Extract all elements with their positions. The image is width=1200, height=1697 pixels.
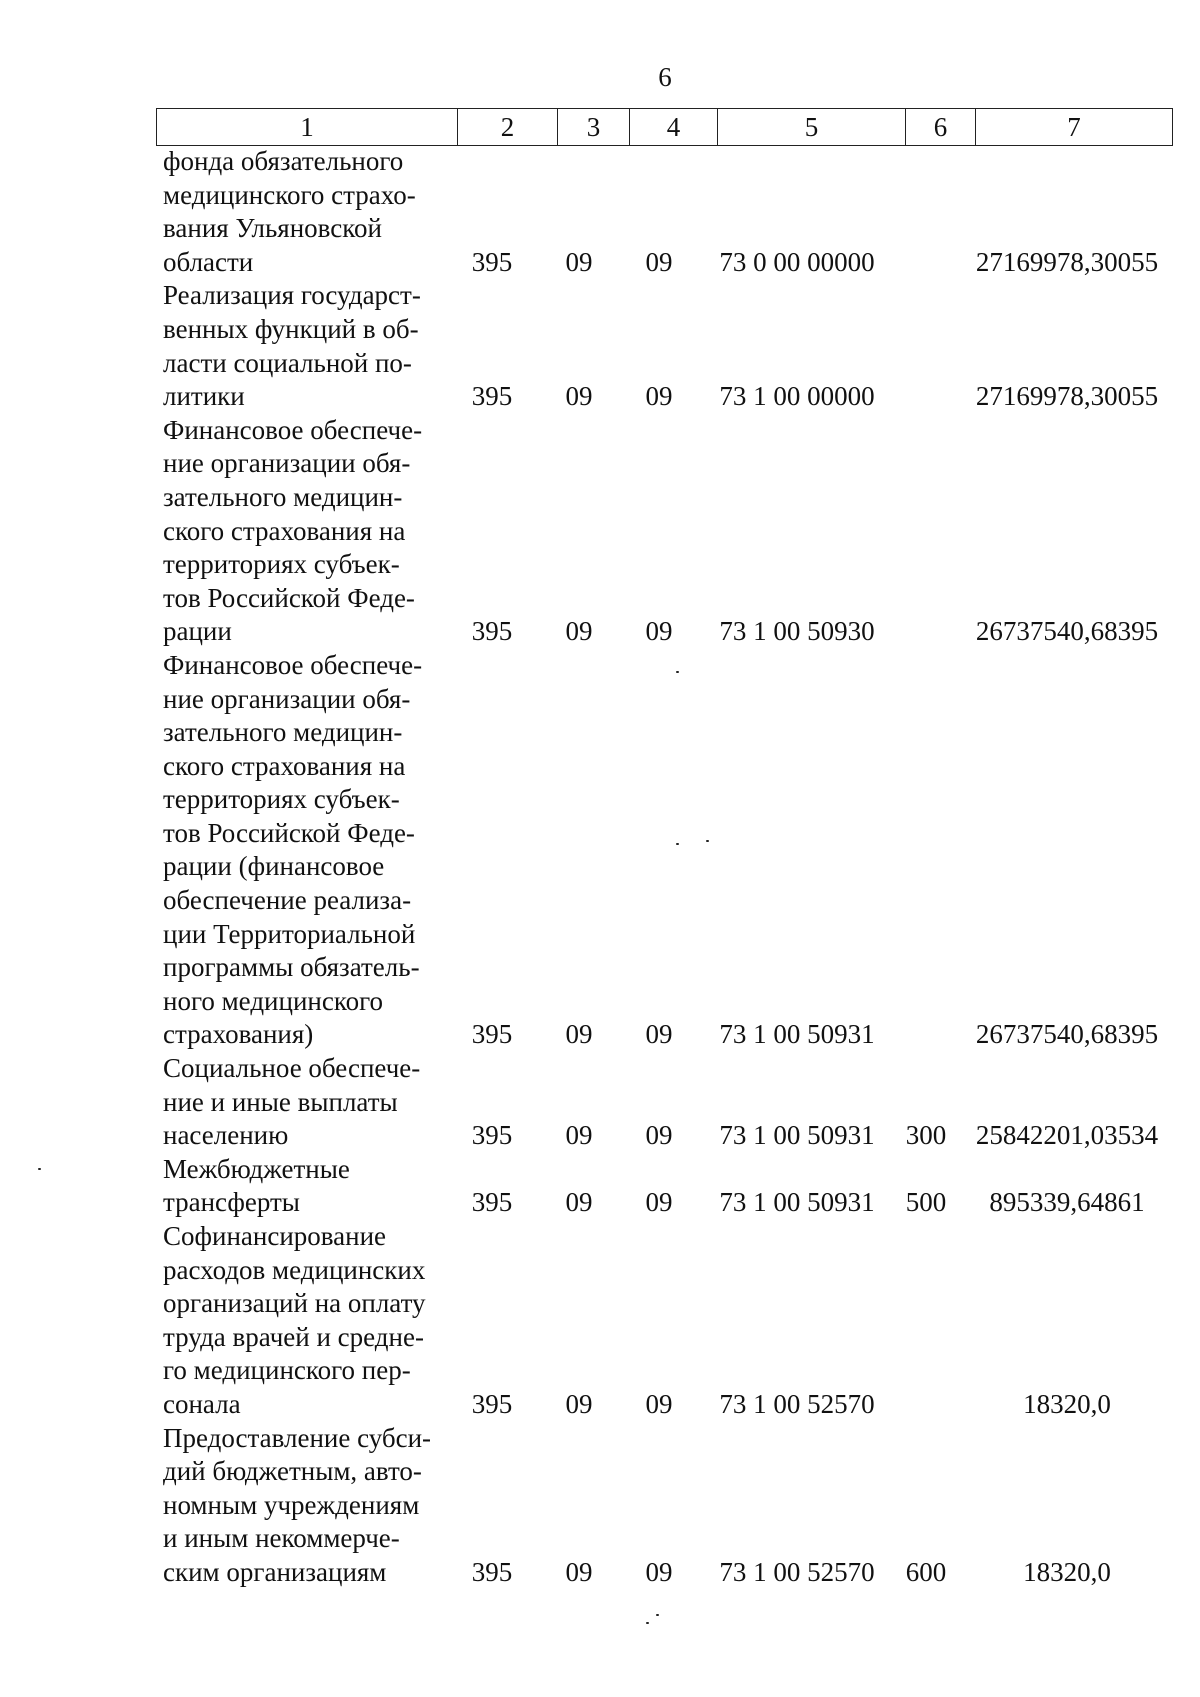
column-header-3: 3 [557,109,629,145]
row-target-code: 73 1 00 52570 [719,1556,875,1587]
row-ministry-code: 395 [471,1187,513,1218]
row-description: фонда обязательного медицинского страхо- вания Ульяновской области [163,146,416,277]
row-subsection-code: 09 [645,1556,673,1587]
column-header-7: 7 [975,109,1172,145]
scan-speck [656,1614,659,1616]
row-description: Реализация государст- венных функций в об- ласти социальной по- литики [163,280,421,412]
table-row [156,1052,1173,1153]
row-section-code: 09 [565,1556,593,1587]
scan-speck [646,1622,649,1624]
row-subsection-code: 09 [645,1187,673,1218]
row-target-code: 73 1 00 50931 [719,1187,875,1218]
row-ministry-code: 395 [471,1120,513,1151]
row-ministry-code: 395 [471,1556,513,1587]
row-ministry-code: 395 [471,381,513,412]
scan-speck [676,843,679,845]
row-section-code: 09 [565,1388,593,1419]
column-header-2: 2 [457,109,557,145]
row-subsection-code: 09 [645,1019,673,1050]
scan-speck [676,671,679,673]
table-row [156,649,1173,1052]
column-header-4: 4 [629,109,717,145]
row-amount: 27169978,30055 [975,381,1159,412]
row-expense-type: 300 [905,1120,947,1151]
table-row [156,1422,1173,1590]
row-description: Межбюджетные трансферты [163,1153,350,1218]
row-target-code: 73 1 00 52570 [719,1388,875,1419]
column-header-6: 6 [905,109,975,145]
table-row [156,414,1173,649]
row-description: Софинансирование расходов медицинских организаций на оплату труда врачей и средне- го медицинского пер- сонала [163,1221,426,1419]
column-header-row [156,108,1173,146]
budget-table-body [156,145,1173,1590]
row-section-code: 09 [565,246,593,277]
row-section-code: 09 [565,1187,593,1218]
row-amount: 18320,0 [1023,1388,1111,1419]
row-amount: 26737540,68395 [975,1019,1159,1050]
row-expense-type: 500 [905,1187,947,1218]
row-amount: 25842201,03534 [975,1120,1159,1151]
row-subsection-code: 09 [645,246,673,277]
page-number: 6 [658,62,672,92]
row-section-code: 09 [565,1120,593,1151]
row-amount: 27169978,30055 [975,246,1159,277]
row-target-code: 73 1 00 00000 [719,381,875,412]
row-target-code: 73 1 00 50931 [719,1120,875,1151]
row-target-code: 73 0 00 00000 [719,246,875,277]
row-subsection-code: 09 [645,381,673,412]
row-target-code: 73 1 00 50930 [719,616,875,647]
row-section-code: 09 [565,1019,593,1050]
column-header-5: 5 [717,109,905,145]
row-ministry-code: 395 [471,246,513,277]
row-description: Социальное обеспече- ние и иные выплаты населению [163,1053,421,1151]
row-amount: 18320,0 [1023,1556,1111,1587]
row-description: Финансовое обеспече- ние организации обя- зательного медицин- ского страхования на территориях субъек- тов Российской Феде- рации [163,414,423,647]
row-subsection-code: 09 [645,1388,673,1419]
row-subsection-code: 09 [645,1120,673,1151]
row-expense-type: 600 [905,1556,947,1587]
row-description: Предоставление субси- дий бюджетным, авто- номным учреждениям и иным некоммерче- ским организациям [163,1422,432,1587]
row-subsection-code: 09 [645,616,673,647]
row-ministry-code: 395 [471,1388,513,1419]
column-header-1: 1 [300,111,314,142]
scan-speck [38,1168,41,1170]
row-section-code: 09 [565,381,593,412]
table-row [156,279,1173,413]
row-description: Финансовое обеспече- ние организации обя- зательного медицин- ского страхования на территориях субъек- тов Российской Феде- рации (финансовое обеспечение реализа- ции Территориальной программы обязатель- ного медицинского страхования) [163,649,423,1050]
row-ministry-code: 395 [471,1019,513,1050]
row-section-code: 09 [565,616,593,647]
table-row [156,145,1173,279]
row-amount: 895339,64861 [989,1187,1145,1218]
row-target-code: 73 1 00 50931 [719,1019,875,1050]
table-row [156,1220,1173,1422]
row-amount: 26737540,68395 [975,616,1159,647]
scan-speck [706,840,709,842]
row-ministry-code: 395 [471,616,513,647]
table-row [156,1153,1173,1220]
